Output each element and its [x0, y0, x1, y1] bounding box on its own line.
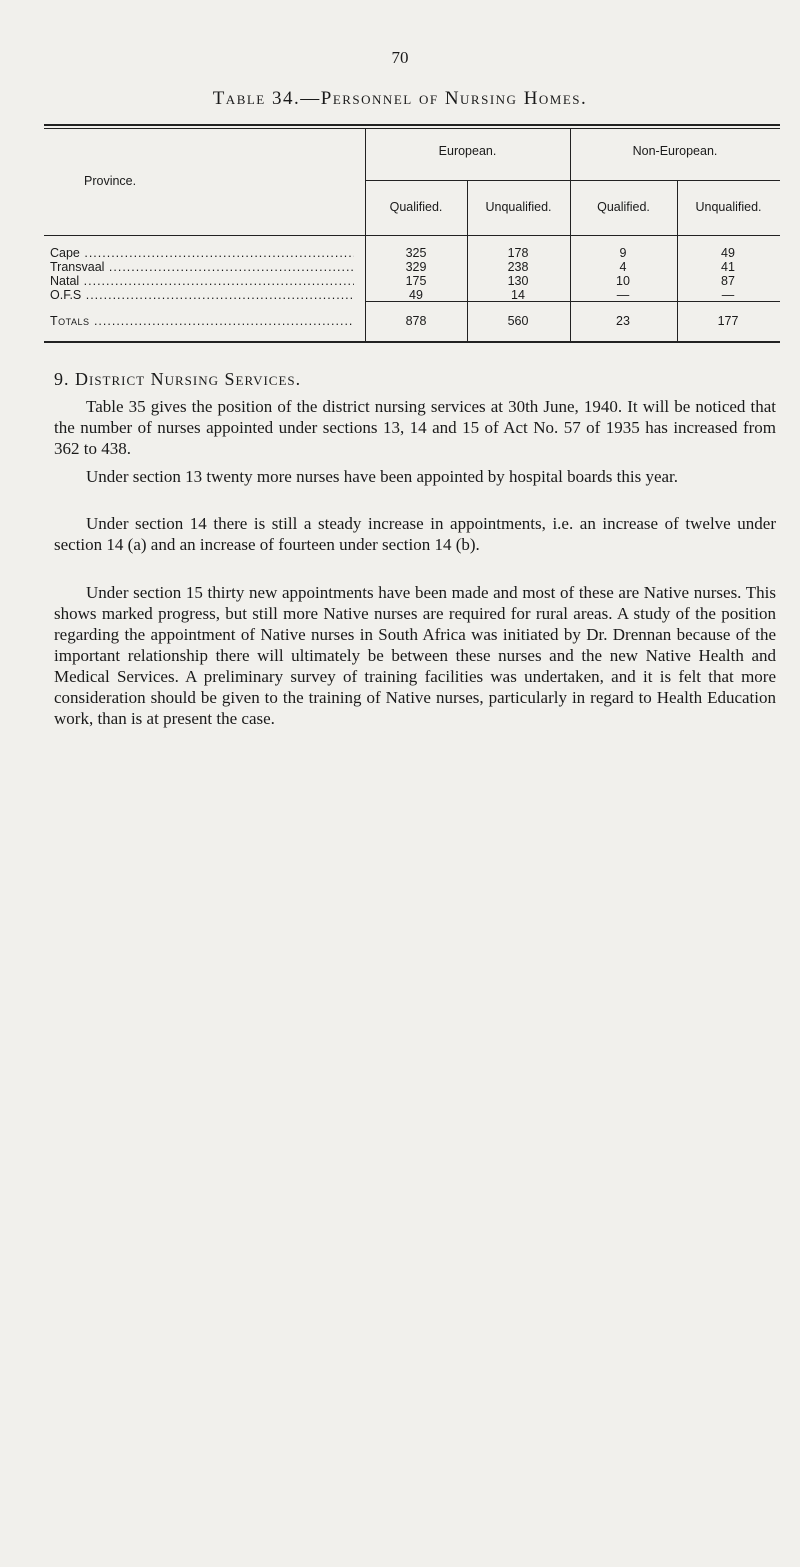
table-cell: 49	[409, 288, 423, 302]
table-cell: 41	[721, 260, 735, 274]
paragraph: Under section 15 thirty new appointments have been made and most of these are Native nurses. This shows marked progress, but still more Native nurses are required for rural areas. A study of the position regarding the appointment of Native nurses in South Africa was initiated by Dr. Drennan because of the important relationship there will ultimately be between these nurses and the new Native Health and Medical Services. A preliminary survey of training facilities was undertaken, and it is felt that more consideration should be given to the training of Native nurses, particularly in regard to Health Education work, than is at present the case.	[54, 583, 776, 728]
european-header: European.	[438, 144, 497, 158]
table-cell: 4	[619, 260, 627, 274]
table-cell: 87	[721, 274, 735, 288]
non-european-header: Non-European.	[632, 144, 718, 158]
totals-label: Totals .....	[50, 314, 354, 328]
paragraph: Under section 14 there is still a steady increase in appointments, i.e. an increase of twelve under section 14 (a) and an increase of fourteen under section 14 (b).	[54, 514, 776, 554]
table-cell: —	[721, 288, 735, 302]
paragraph: Table 35 gives the position of the district nursing services at 30th June, 1940. It will be noticed that the number of nurses appointed under sections 13, 14 and 15 of Act No. 57 of 1935 has increased from 362 to 438.	[54, 397, 776, 458]
table-cell: 325	[405, 246, 427, 260]
group-column-divider	[570, 129, 571, 341]
nursing-homes-table	[44, 124, 780, 344]
totals-cell: 878	[405, 314, 427, 328]
table-row-label: Transvaal .....	[50, 260, 354, 274]
paragraph: Under section 13 twenty more nurses have been appointed by hospital boards this year.	[86, 467, 679, 486]
group-header-rule	[365, 180, 780, 181]
totals-cell: 177	[717, 314, 739, 328]
totals-cell: 23	[616, 314, 630, 328]
table-cell: 329	[405, 260, 427, 274]
table-bottom-rule	[44, 341, 780, 343]
non-european-qualified-header: Qualified.	[597, 200, 650, 214]
table-cell: 178	[507, 246, 529, 260]
header-bottom-rule	[44, 235, 780, 236]
table-cell: 9	[619, 246, 627, 260]
table-cell: —	[616, 288, 630, 302]
province-header: Province.	[84, 174, 137, 188]
table-cell: 175	[405, 274, 427, 288]
table-cell: 10	[616, 274, 630, 288]
table-row-label: Natal .....	[50, 274, 354, 288]
table-title: Table 34.—Personnel of Nursing Homes.	[212, 88, 588, 109]
european-qualified-header: Qualified.	[389, 200, 443, 214]
page-number: 70	[391, 48, 409, 67]
table-row-label: O.F.S .....	[50, 288, 354, 302]
table-top-rule-inner	[44, 128, 780, 129]
province-column-divider	[365, 129, 366, 341]
totals-cell: 560	[507, 314, 529, 328]
table-cell: 14	[511, 288, 525, 302]
table-top-rule	[44, 124, 780, 126]
section-heading: 9. District Nursing Services.	[54, 369, 302, 389]
table-cell: 130	[507, 274, 529, 288]
table-cell: 49	[721, 246, 735, 260]
table-cell: 238	[507, 260, 529, 274]
table-row-label: Cape .....	[50, 246, 354, 260]
non-european-unqualified-header: Unqualified.	[695, 200, 762, 214]
european-unqualified-header: Unqualified.	[485, 200, 552, 214]
